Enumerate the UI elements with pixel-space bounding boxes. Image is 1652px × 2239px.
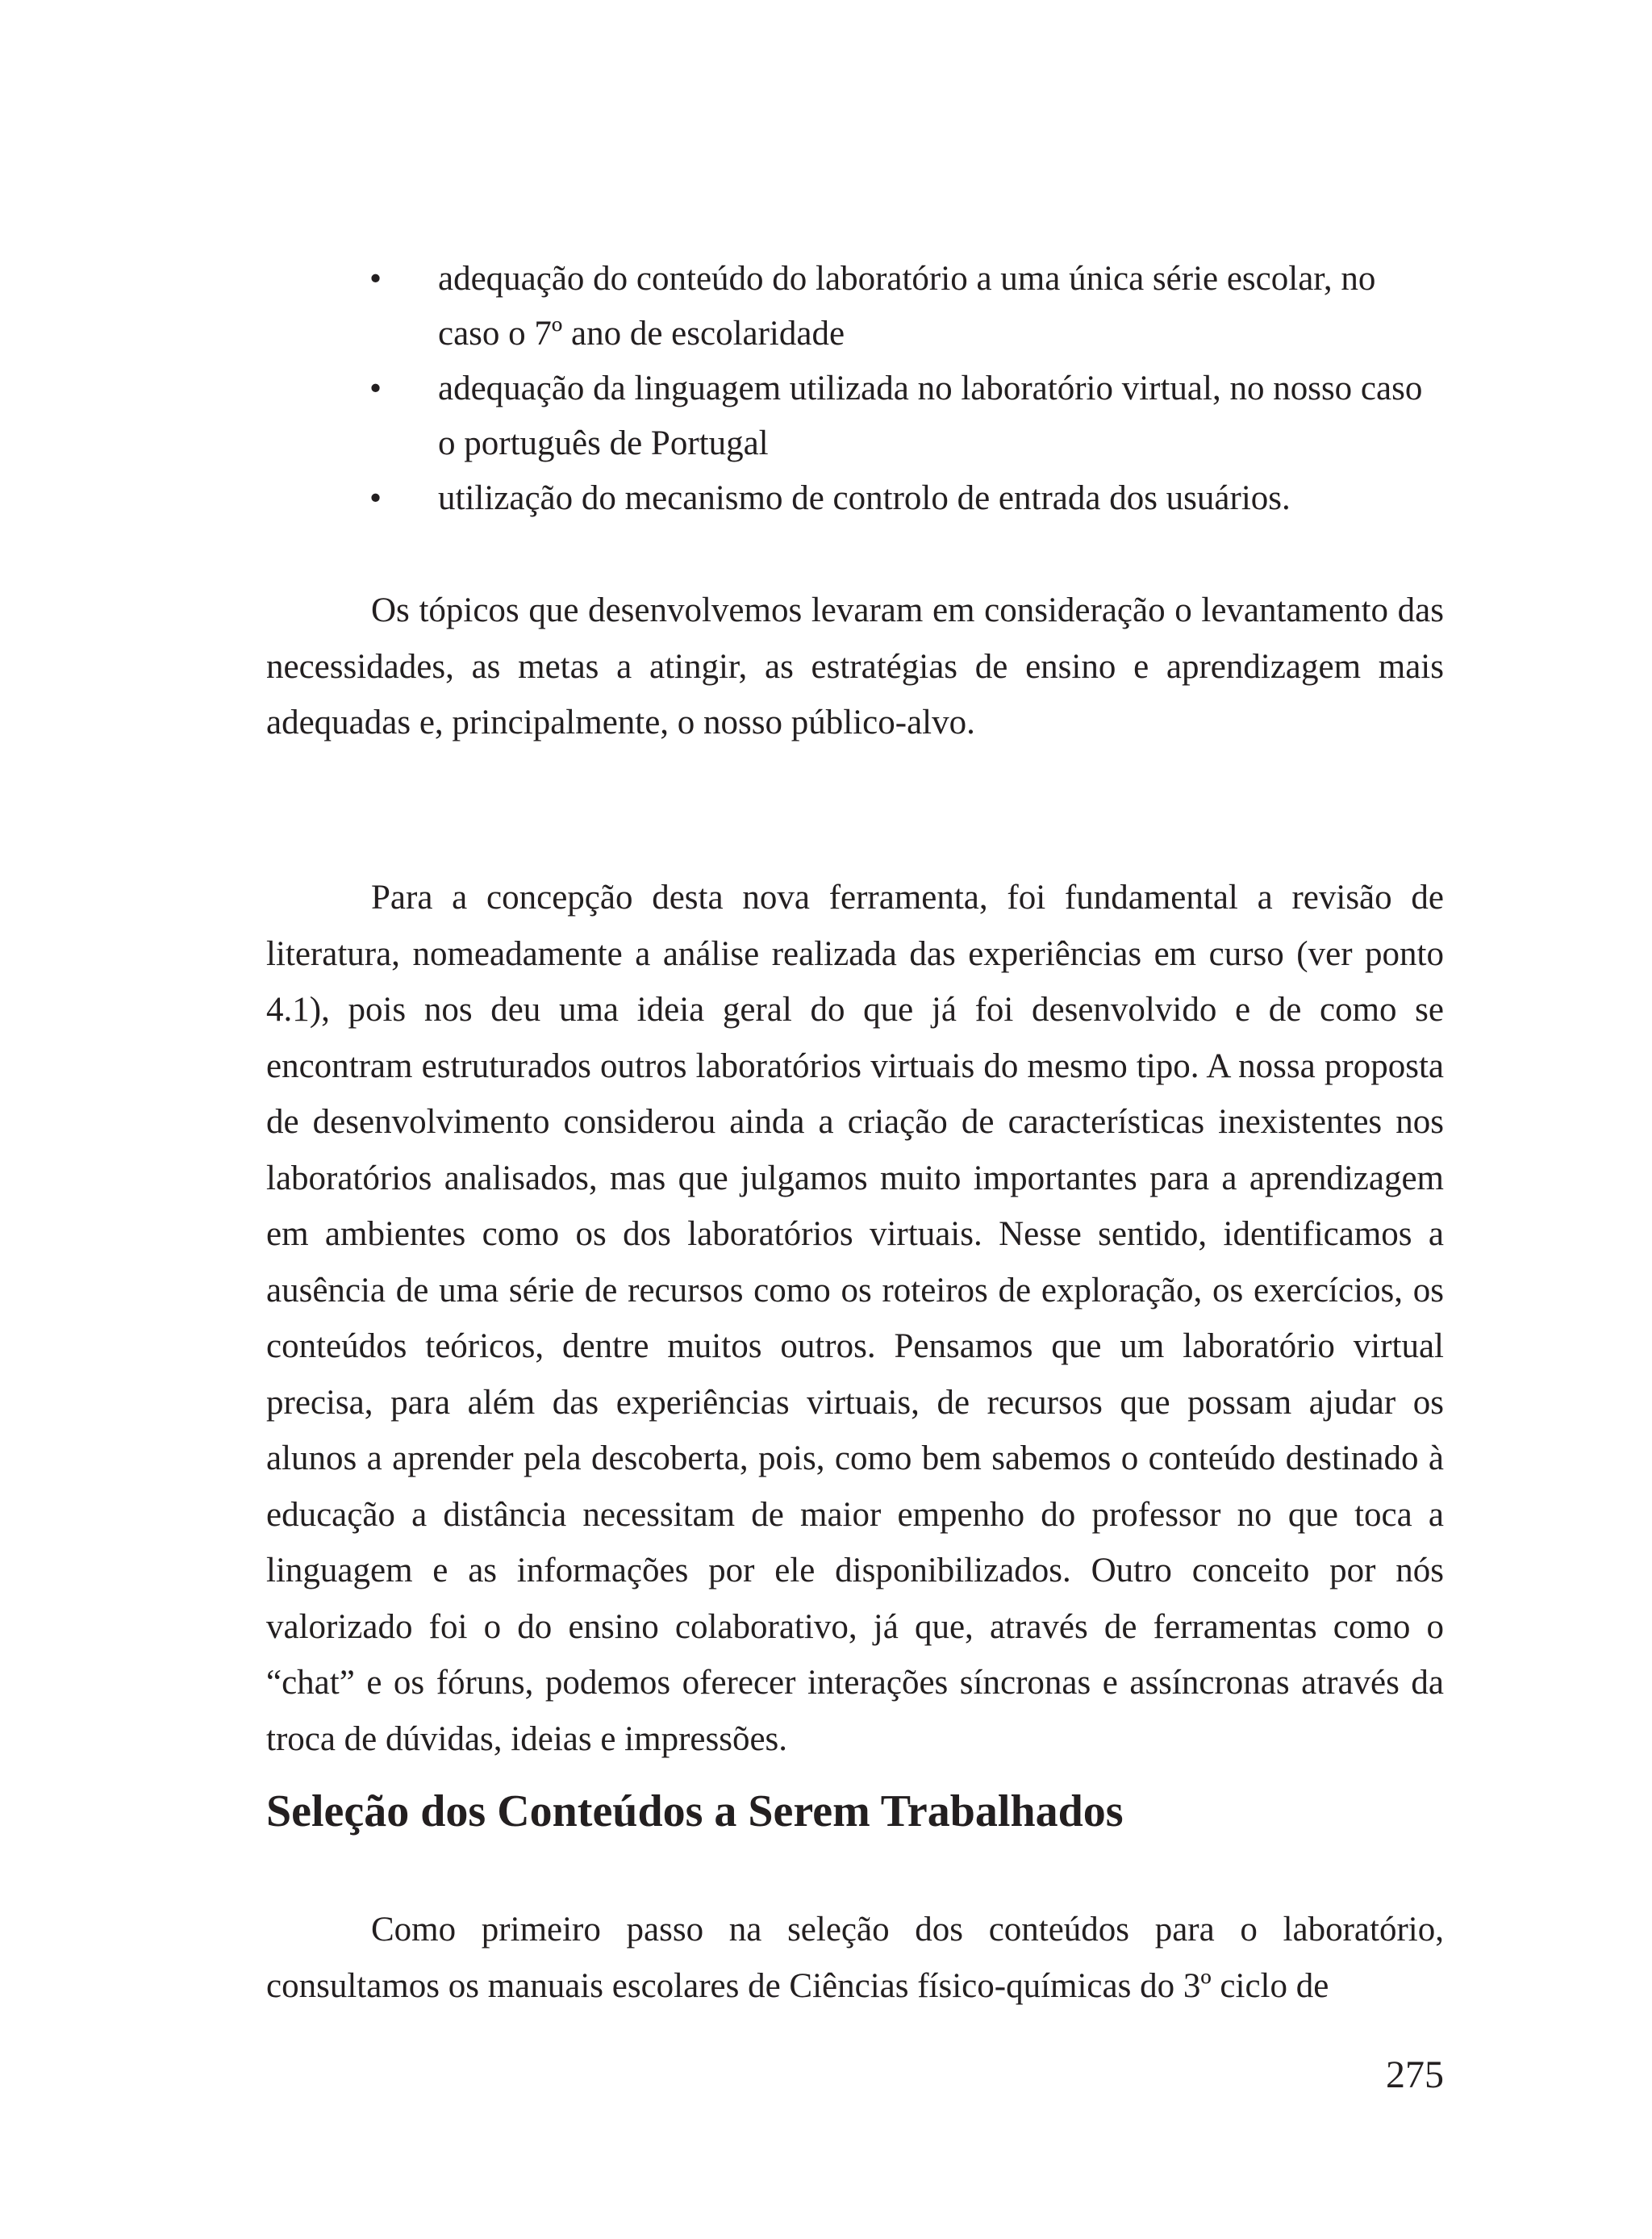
bullet-icon: •: [369, 479, 382, 517]
paragraph-text: Para a concepção desta nova ferramenta, foi fundamental a revisão de literatura, nomeadamente a análise realizada das experiências em curso (ver ponto 4.1), pois nos deu uma ideia geral do que já foi desenvolvido e de como se encontram estruturados outros laboratórios virtuais do mesmo tipo. A nossa proposta de desenvolvimento considerou ainda a criação de características inexistentes nos laboratórios analisados, mas que julgamos muito importantes para a aprendizagem em ambientes como os dos laboratórios virtuais. Nesse sentido, identificamos a ausência de uma série de recursos como os roteiros de exploração, os exercícios, os conteúdos teóricos, dentre muitos outros. Pensamos que um laboratório virtual precisa, para além das experiências virtuais, de recursos que possam ajudar os alunos a aprender pela descoberta, pois, como bem sabemos o conteúdo destinado à educação a distância necessitam de maior empenho do professor no que toca a linguagem e as informações por ele disponibilizados. Outro conceito por nós valorizado foi o do ensino colaborativo, já que, através de ferramentas como o “chat” e os fóruns, podemos oferecer interações síncronas e assíncronas através da troca de dúvidas, ideias e impressões.: [266, 879, 1444, 1758]
bullet-text: utilização do mecanismo de controlo de entrada dos usuários.: [438, 479, 1291, 517]
list-item: [266, 471, 1444, 526]
paragraph-text: Os tópicos que desenvolvemos levaram em consideração o levantamento das necessidades, as metas a atingir, as estratégias de ensino e aprendizagem mais adequadas e, principalmente, o nosso público-alvo.: [266, 591, 1444, 741]
list-item: [266, 252, 1444, 361]
page-number: 275: [1386, 2053, 1444, 2096]
body-paragraph-3: [266, 1902, 1444, 2014]
bullet-icon: •: [369, 370, 382, 407]
paragraph-text: Como primeiro passo na seleção dos conteúdos para o laboratório, consultamos os manuais escolares de Ciências físico-químicas do 3º ciclo de: [266, 1911, 1444, 2005]
bullet-icon: •: [369, 260, 382, 298]
bullet-text: adequação do conteúdo do laboratório a uma única série escolar, no caso o 7º ano de escolaridade: [438, 260, 1376, 353]
section-heading: Seleção dos Conteúdos a Serem Trabalhados: [266, 1786, 1124, 1836]
bullet-text: adequação da linguagem utilizada no laboratório virtual, no nosso caso o português de Portugal: [438, 370, 1423, 462]
list-item: [266, 361, 1444, 471]
body-paragraph-1: [266, 583, 1444, 751]
body-paragraph-2: [266, 870, 1444, 1767]
bullet-list: [266, 252, 1444, 526]
